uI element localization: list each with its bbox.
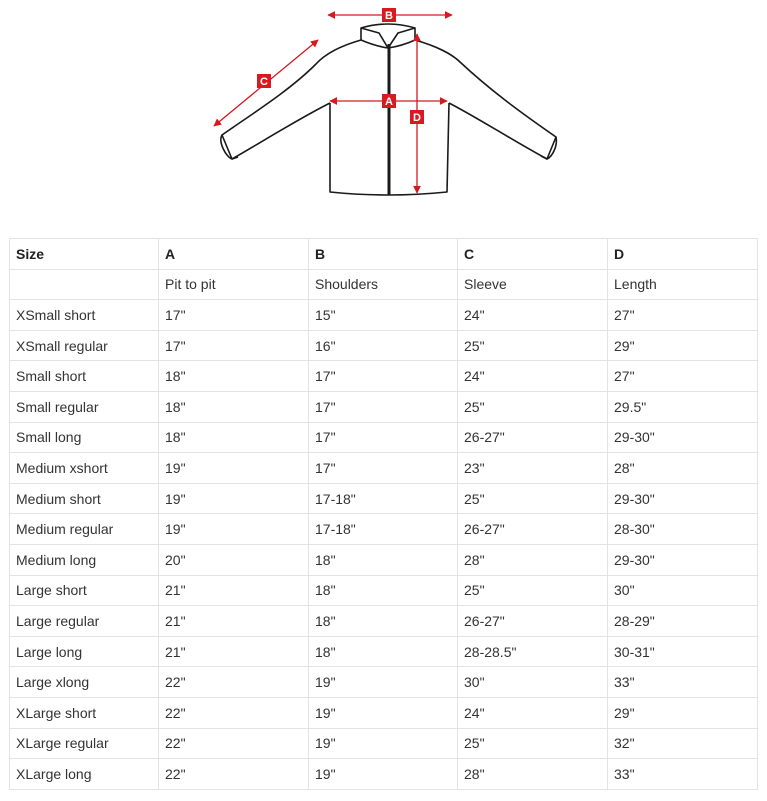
- length-cell: 29.5": [608, 391, 758, 422]
- length-cell: 28": [608, 453, 758, 484]
- pit-to-pit-cell: 17": [159, 300, 309, 331]
- table-row: [10, 453, 758, 484]
- header-c: C: [458, 239, 608, 270]
- pit-to-pit-cell: 19": [159, 453, 309, 484]
- length-cell: 29": [608, 330, 758, 361]
- subheader-pit-to-pit: Pit to pit: [159, 269, 309, 300]
- header-row: [10, 239, 758, 270]
- sleeve-cell: 30": [458, 667, 608, 698]
- size-cell: XLarge short: [10, 697, 159, 728]
- size-cell: Small regular: [10, 391, 159, 422]
- length-cell: 33": [608, 667, 758, 698]
- table-row: [10, 330, 758, 361]
- size-cell: XLarge regular: [10, 728, 159, 759]
- shoulders-cell: 18": [309, 544, 458, 575]
- size-cell: Medium long: [10, 544, 159, 575]
- pit-to-pit-cell: 22": [159, 697, 309, 728]
- shoulders-cell: 17-18": [309, 514, 458, 545]
- table-row: [10, 697, 758, 728]
- size-cell: Small short: [10, 361, 159, 392]
- length-cell: 29-30": [608, 483, 758, 514]
- table-row: [10, 300, 758, 331]
- shoulders-cell: 16": [309, 330, 458, 361]
- shoulders-cell: 19": [309, 728, 458, 759]
- pit-to-pit-cell: 20": [159, 544, 309, 575]
- sleeve-cell: 26-27": [458, 606, 608, 637]
- size-cell: Large short: [10, 575, 159, 606]
- length-cell: 32": [608, 728, 758, 759]
- size-cell: Large long: [10, 636, 159, 667]
- shoulders-cell: 19": [309, 759, 458, 790]
- table-row: [10, 514, 758, 545]
- jacket-illustration: [200, 0, 570, 205]
- subheader-shoulders: Shoulders: [309, 269, 458, 300]
- size-cell: XLarge long: [10, 759, 159, 790]
- table-row: [10, 575, 758, 606]
- shoulders-cell: 19": [309, 697, 458, 728]
- shoulders-cell: 19": [309, 667, 458, 698]
- size-chart-table: [9, 238, 758, 790]
- sleeve-cell: 24": [458, 300, 608, 331]
- label-a-badge: [382, 94, 396, 108]
- length-cell: 27": [608, 361, 758, 392]
- table-row: [10, 728, 758, 759]
- shoulders-cell: 18": [309, 575, 458, 606]
- label-d: D: [413, 112, 421, 124]
- table-row: [10, 422, 758, 453]
- pit-to-pit-cell: 21": [159, 606, 309, 637]
- pit-to-pit-cell: 19": [159, 483, 309, 514]
- size-cell: XSmall short: [10, 300, 159, 331]
- table-row: [10, 361, 758, 392]
- pit-to-pit-cell: 18": [159, 422, 309, 453]
- table-row: [10, 483, 758, 514]
- shoulders-cell: 18": [309, 606, 458, 637]
- shoulders-cell: 17": [309, 422, 458, 453]
- pit-to-pit-cell: 22": [159, 667, 309, 698]
- label-d-badge: [410, 110, 424, 124]
- shoulders-cell: 18": [309, 636, 458, 667]
- size-cell: XSmall regular: [10, 330, 159, 361]
- label-c-badge: [257, 74, 271, 88]
- sleeve-cell: 24": [458, 697, 608, 728]
- size-cell: Medium short: [10, 483, 159, 514]
- pit-to-pit-cell: 22": [159, 728, 309, 759]
- subheader-row: [10, 269, 758, 300]
- table-row: [10, 391, 758, 422]
- subheader-size: [10, 269, 159, 300]
- pit-to-pit-cell: 18": [159, 361, 309, 392]
- sleeve-cell: 24": [458, 361, 608, 392]
- length-cell: 29-30": [608, 422, 758, 453]
- length-cell: 28-29": [608, 606, 758, 637]
- label-b-badge: [382, 8, 396, 22]
- label-a: A: [385, 96, 393, 108]
- header-a: A: [159, 239, 309, 270]
- table-row: [10, 759, 758, 790]
- pit-to-pit-cell: 21": [159, 636, 309, 667]
- length-cell: 28-30": [608, 514, 758, 545]
- subheader-length: Length: [608, 269, 758, 300]
- table-row: [10, 667, 758, 698]
- shoulders-cell: 17": [309, 391, 458, 422]
- length-cell: 33": [608, 759, 758, 790]
- shoulders-cell: 15": [309, 300, 458, 331]
- sleeve-cell: 23": [458, 453, 608, 484]
- pit-to-pit-cell: 21": [159, 575, 309, 606]
- header-size: Size: [10, 239, 159, 270]
- size-cell: Large regular: [10, 606, 159, 637]
- sleeve-cell: 25": [458, 330, 608, 361]
- shoulders-cell: 17": [309, 361, 458, 392]
- header-d: D: [608, 239, 758, 270]
- sleeve-cell: 28": [458, 759, 608, 790]
- sleeve-cell: 26-27": [458, 422, 608, 453]
- size-cell: Medium xshort: [10, 453, 159, 484]
- pit-to-pit-cell: 19": [159, 514, 309, 545]
- size-cell: Medium regular: [10, 514, 159, 545]
- header-b: B: [309, 239, 458, 270]
- sleeve-cell: 25": [458, 391, 608, 422]
- jacket-measurement-diagram: [200, 0, 570, 205]
- sleeve-cell: 25": [458, 728, 608, 759]
- sleeve-cell: 28": [458, 544, 608, 575]
- label-b: B: [385, 10, 393, 22]
- table-row: [10, 544, 758, 575]
- sleeve-cell: 25": [458, 575, 608, 606]
- sleeve-cell: 25": [458, 483, 608, 514]
- length-cell: 29": [608, 697, 758, 728]
- shoulders-cell: 17-18": [309, 483, 458, 514]
- length-cell: 30": [608, 575, 758, 606]
- pit-to-pit-cell: 17": [159, 330, 309, 361]
- length-cell: 30-31": [608, 636, 758, 667]
- size-cell: Large xlong: [10, 667, 159, 698]
- shoulders-cell: 17": [309, 453, 458, 484]
- subheader-sleeve: Sleeve: [458, 269, 608, 300]
- length-cell: 29-30": [608, 544, 758, 575]
- size-cell: Small long: [10, 422, 159, 453]
- pit-to-pit-cell: 18": [159, 391, 309, 422]
- table-row: [10, 606, 758, 637]
- sleeve-cell: 26-27": [458, 514, 608, 545]
- table-row: [10, 636, 758, 667]
- sleeve-cell: 28-28.5": [458, 636, 608, 667]
- pit-to-pit-cell: 22": [159, 759, 309, 790]
- length-cell: 27": [608, 300, 758, 331]
- label-c: C: [260, 76, 268, 88]
